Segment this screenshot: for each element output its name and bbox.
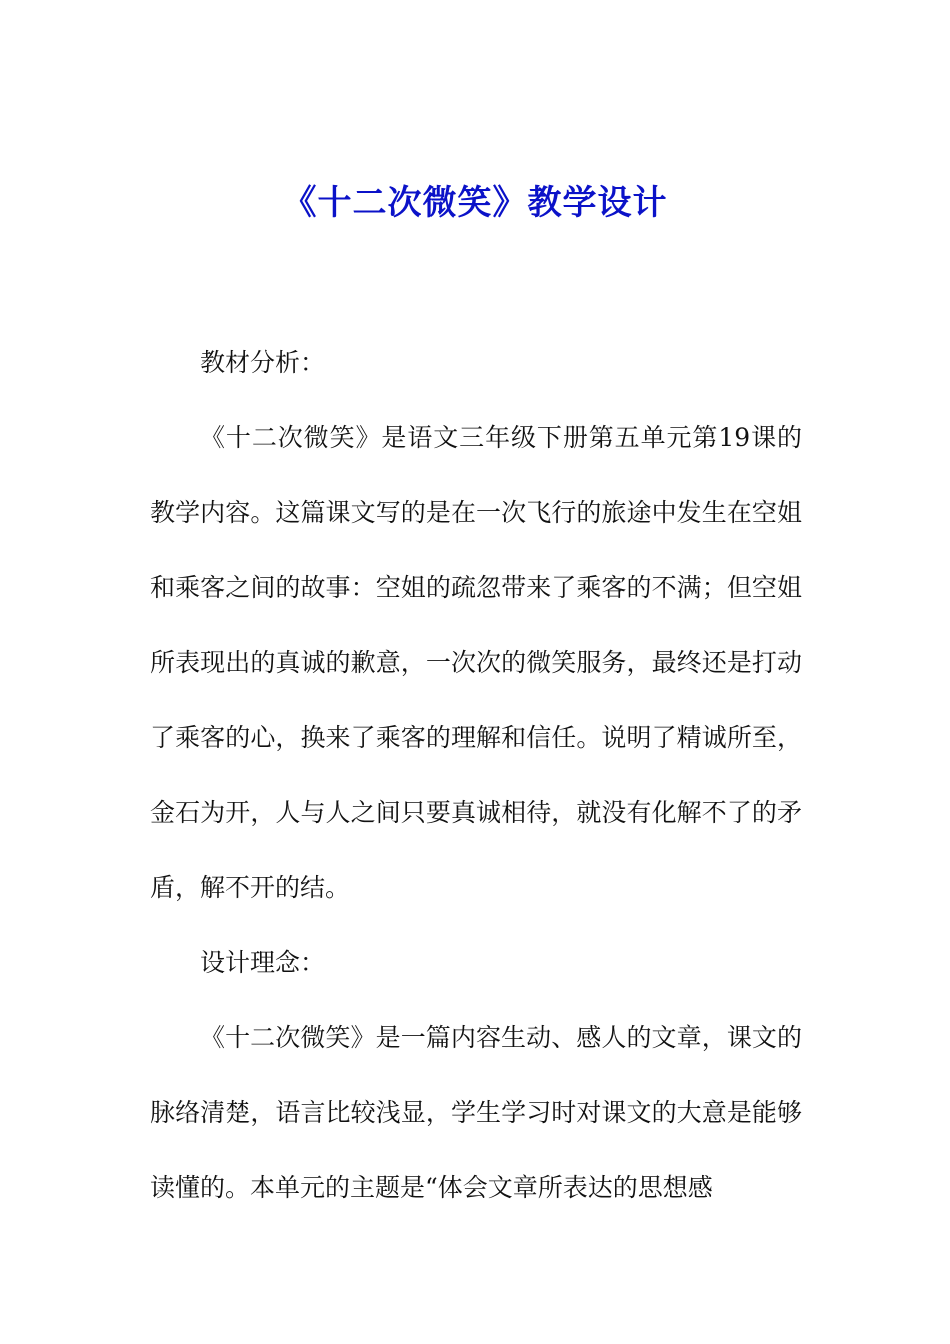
paragraph-design-concept: 《十二次微笑》是一篇内容生动、感人的文章，课文的脉络清楚，语言比较浅显，学生学习时对课文的大意是能够读懂的。本单元的主题是“体会文章所表达的思想感 — [150, 1023, 802, 1202]
document-body — [150, 325, 802, 1225]
section-heading-textbook-analysis: 教材分析： — [200, 348, 326, 377]
section-heading-design-concept: 设计理念： — [200, 948, 326, 977]
paragraph-textbook-analysis: 《十二次微笑》是语文三年级下册第五单元第19课的教学内容。这篇课文写的是在一次飞行的旅途中发生在空姐和乘客之间的故事：空姐的疏忽带来了乘客的不满；但空姐所表现出的真诚的歉意，一次次的微笑服务，最终还是打动了乘客的心，换来了乘客的理解和信任。说明了精诚所至，金石为开，人与人之间只要真诚相待，就没有化解不了的矛盾，解不开的结。 — [150, 423, 802, 902]
document-title: 《十二次微笑》教学设计 — [282, 183, 668, 223]
